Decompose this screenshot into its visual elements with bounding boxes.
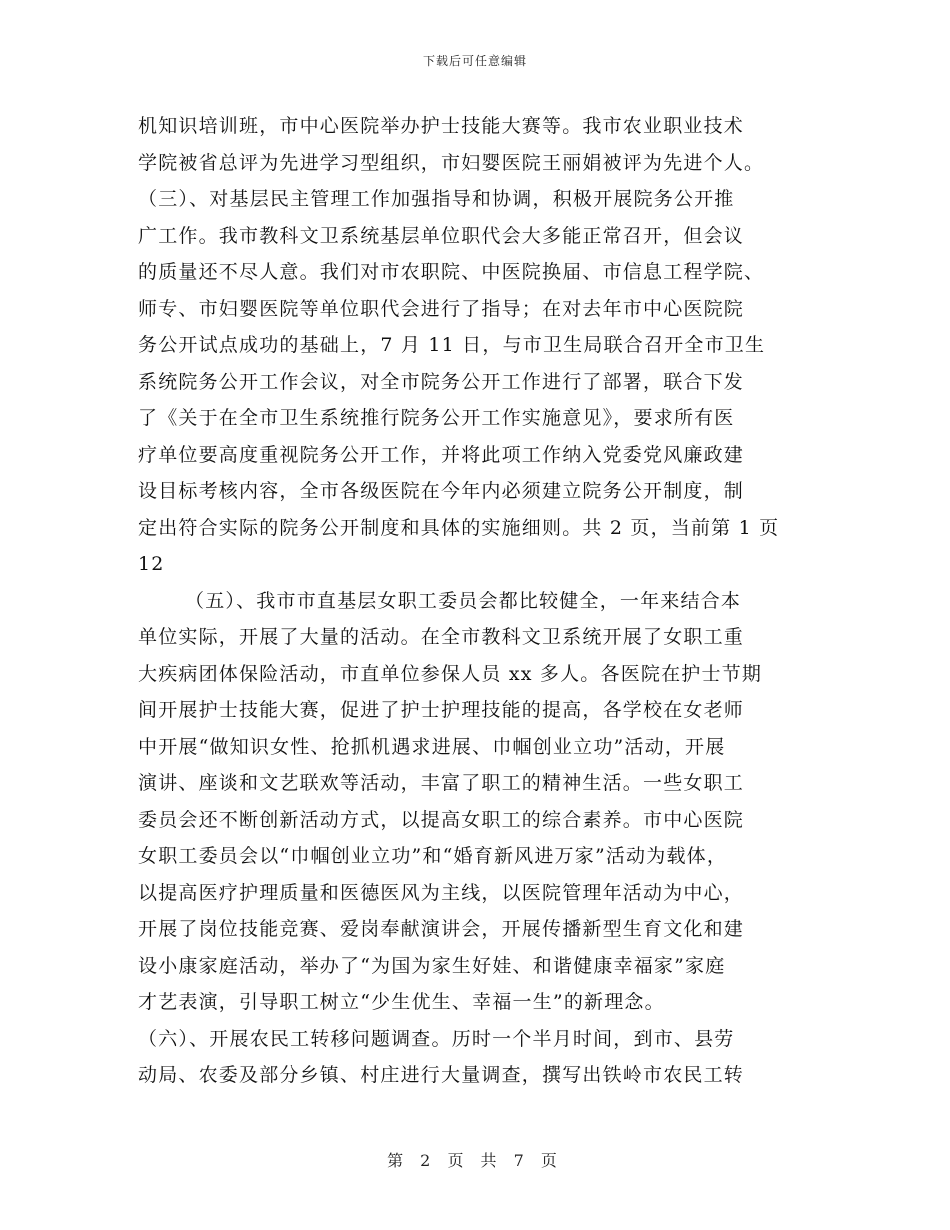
- text-line: 系统院务公开工作会议，对全市院务公开工作进行了部署，联合下发: [138, 370, 745, 393]
- text-line: 的质量还不尽人意。我们对市农职院、中医院换届、市信息工程学院、: [138, 261, 765, 283]
- text-line: 动局、农委及部分乡镇、村庄进行大量调查，撰写出铁岭市农民工转: [138, 1064, 745, 1086]
- text-line: 设目标考核内容，全市各级医院在今年内必须建立院务公开制度，制: [138, 480, 745, 502]
- paragraph-start-line: （五）、我市市直基层女职工委员会都比较健全，一年来结合本: [185, 589, 742, 612]
- text-line: 师专、市妇婴医院等单位职代会进行了指导；在对去年市中心医院院: [138, 297, 745, 320]
- text-line: （六）、开展农民工转移问题调查。历时一个半月时间，到市、县劳: [138, 1027, 735, 1050]
- text-line: 开展了岗位技能竞赛、爱岗奉献演讲会，开展传播新型生育文化和建: [138, 918, 745, 940]
- text-line: 定出符合实际的院务公开制度和具体的实施细则。共 2 页，当前第 1 页: [138, 516, 780, 539]
- text-line: 广工作。我市教科文卫系统基层单位职代会大多能正常召开，但会议: [138, 224, 745, 247]
- text-line: 疗单位要高度重视院务公开工作，并将此项工作纳入党委党风廉政建: [138, 443, 745, 466]
- text-line: 女职工委员会以“巾帼创业立功”和“婚育新风进万家”活动为载体，: [138, 845, 728, 867]
- text-line: 单位实际，开展了大量的活动。在全市教科文卫系统开展了女职工重: [138, 626, 745, 648]
- text-line: 12: [138, 553, 165, 575]
- text-line: 设小康家庭活动，举办了“为国为家生好娃、和谐健康幸福家”家庭: [138, 954, 726, 977]
- text-line: 中开展“做知识女性、抢抓机遇求进展、巾帼创业立功”活动，开展: [138, 735, 726, 758]
- text-line: 间开展护士技能大赛，促进了护士护理技能的提高，各学校在女老师: [138, 699, 745, 721]
- document-body: [138, 108, 818, 1094]
- text-line: 机知识培训班，市中心医院举办护士技能大赛等。我市农业职业技术: [138, 115, 745, 137]
- text-line: 演讲、座谈和文艺联欢等活动，丰富了职工的精神生活。一些女职工: [138, 772, 745, 794]
- text-line: 学院被省总评为先进学习型组织，市妇婴医院王丽娟被评为先进个人。: [138, 151, 765, 174]
- page-header: 下载后可任意编辑: [422, 54, 527, 68]
- text-line: 才艺表演，引导职工树立“少生优生、幸福一生”的新理念。: [138, 991, 665, 1013]
- text-line: 务公开试点成功的基础上，7 月 11 日，与市卫生局联合召开全市卫生: [138, 334, 766, 356]
- text-line: 委员会还不断创新活动方式，以提高女职工的综合素养。市中心医院: [138, 808, 745, 831]
- text-line: 以提高医疗护理质量和医德医风为主线，以医院管理年活动为中心，: [138, 881, 745, 904]
- text-line: 了《关于在全市卫生系统推行院务公开工作实施意见》，要求所有医: [138, 407, 735, 429]
- text-line: 大疾病团体保险活动，市直单位参保人员 xx 多人。各医院在护士节期: [138, 662, 763, 685]
- page-footer: 第 2 页 共 7 页: [387, 1151, 563, 1170]
- text-line: （三）、对基层民主管理工作加强指导和协调，积极开展院务公开推: [138, 188, 735, 210]
